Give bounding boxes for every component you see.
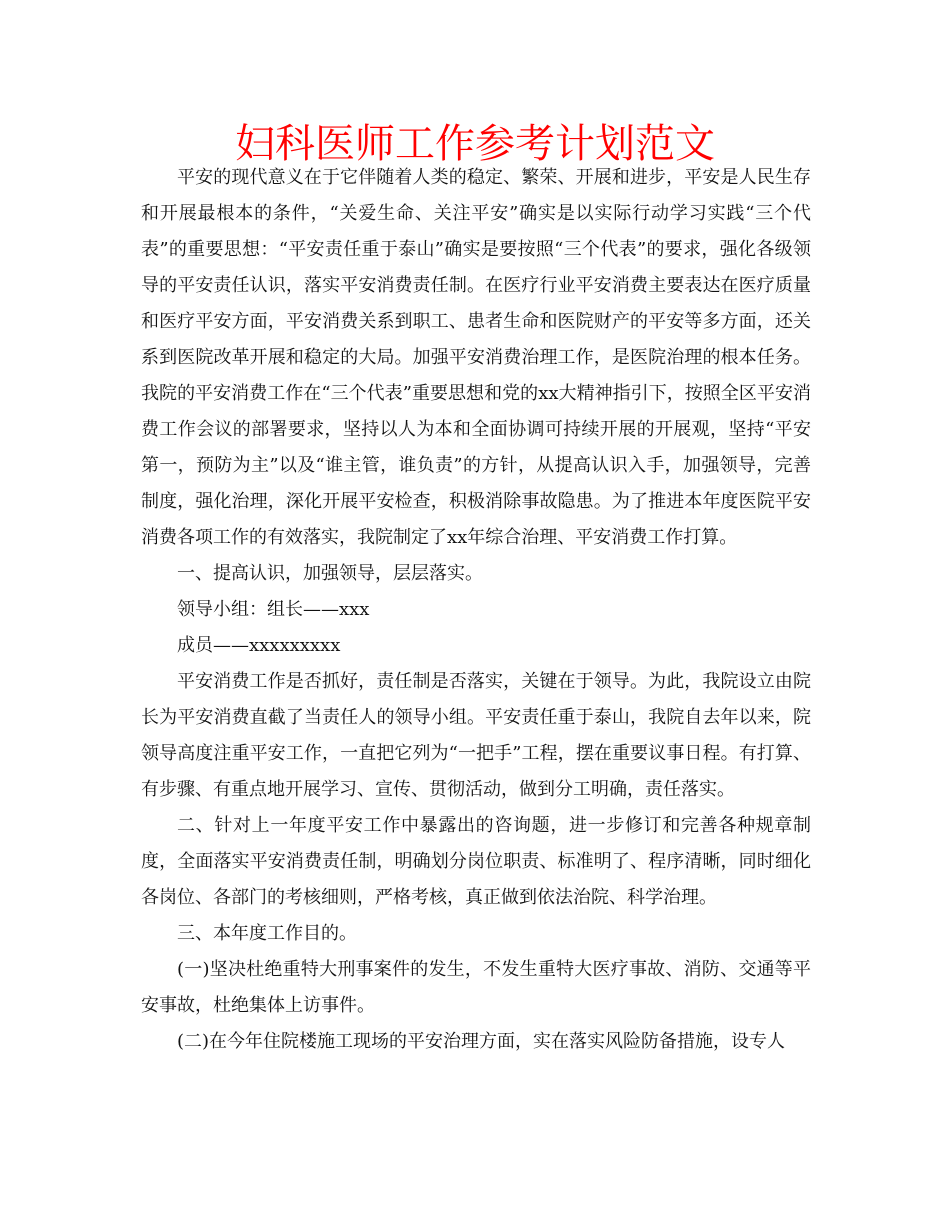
- paragraph-goal-1: (一)坚决杜绝重特大刑事案件的发生，不发生重特大医疗事故、消防、交通等平安事故，杜绝集体上访事件。: [141, 959, 811, 1016]
- document-title: 妇科医师工作参考计划范文: [235, 121, 715, 167]
- paragraph-members: 成员——xxxxxxxxx: [177, 635, 341, 656]
- paragraph-section-2: 二、针对上一年度平安工作中暴露出的咨询题，进一步修订和完善各种规章制度，全面落实平安消费责任制，明确划分岗位职责、标准明了、程序清晰，同时细化各岗位、各部门的考核细则，严格考核，真正做到依法治院、科学治理。: [141, 815, 811, 908]
- paragraph-goal-2: (二)在今年住院楼施工现场的平安治理方面，实在落实风险防备措施，设专人: [177, 1031, 786, 1052]
- paragraph-responsibility: 平安消费工作是否抓好，责任制是否落实，关键在于领导。为此，我院设立由院长为平安消费直截了当责任人的领导小组。平安责任重于泰山，我院自去年以来，院领导高度注重平安工作，一直把它列为“一把手”工程，摆在重要议事日程。有打算、有步骤、有重点地开展学习、宣传、贯彻活动，做到分工明确，责任落实。: [141, 671, 811, 800]
- paragraph-leader: 领导小组：组长——xxx: [177, 599, 370, 620]
- paragraph-intro: 平安的现代意义在于它伴随着人类的稳定、繁荣、开展和进步，平安是人民生存和开展最根本的条件，“关爱生命、关注平安”确实是以实际行动学习实践“三个代表”的重要思想：“平安责任重于泰山”确实是要按照“三个代表”的要求，强化各级领导的平安责任认识，落实平安消费责任制。在医疗行业平安消费主要表达在医疗质量和医疗平安方面，平安消费关系到职工、患者生命和医院财产的平安等多方面，还关系到医院改革开展和稳定的大局。加强平安消费治理工作，是医院治理的根本任务。我院的平安消费工作在“三个代表”重要思想和党的xx大精神指引下，按照全区平安消费工作会议的部署要求，坚持以人为本和全面协调可持续开展的开展观，坚持“平安第一，预防为主”以及“谁主管，谁负责”的方针，从提高认识入手，加强领导，完善制度，强化治理，深化开展平安检查，积极消除事故隐患。为了推进本年度医院平安消费各项工作的有效落实，我院制定了xx年综合治理、平安消费工作打算。: [141, 167, 811, 548]
- paragraph-section-3-heading: 三、本年度工作目的。: [177, 923, 357, 944]
- paragraph-section-1-heading: 一、提高认识，加强领导，层层落实。: [177, 563, 483, 584]
- document-body: [141, 160, 811, 1060]
